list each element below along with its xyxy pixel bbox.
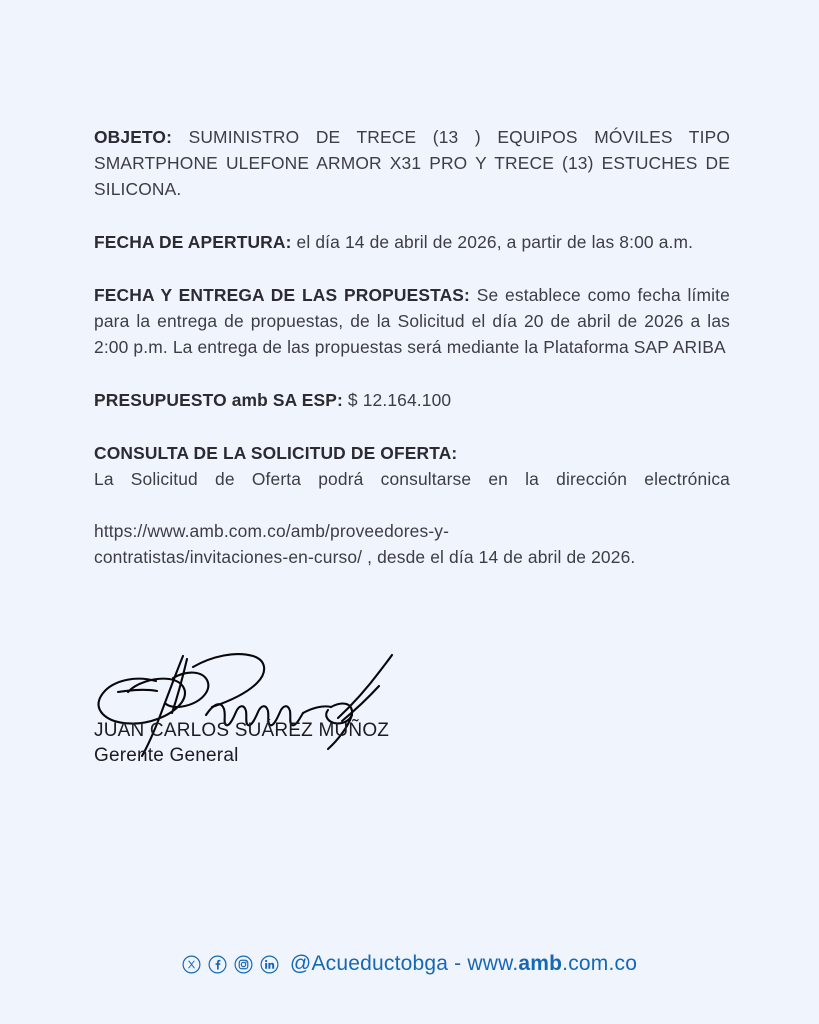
document-body — [94, 124, 730, 570]
linkedin-icon[interactable] — [260, 955, 279, 974]
paragraph-fecha-entrega — [94, 282, 730, 360]
footer-url-brand: amb — [518, 952, 563, 975]
instagram-icon[interactable] — [234, 955, 253, 974]
objeto-text: SUMINISTRO DE TRECE (13 ) EQUIPOS MÓVILES TIPO SMARTPHONE ULEFONE ARMOR X31 PRO Y TRECE (13) ESTUCHES DE SILICONA. — [94, 127, 730, 199]
fecha-entrega-label: FECHA Y ENTREGA DE LAS PROPUESTAS: — [94, 285, 470, 305]
paragraph-objeto — [94, 124, 730, 202]
paragraph-consulta — [94, 440, 730, 570]
presupuesto-label: PRESUPUESTO amb SA ESP: — [94, 390, 343, 410]
paragraph-presupuesto — [94, 387, 730, 413]
signer-title: Gerente General — [94, 745, 239, 766]
consulta-url-line-2[interactable]: contratistas/invitaciones-en-curso/ — [94, 547, 363, 567]
social-icon-group — [182, 955, 279, 974]
signature-block — [94, 645, 514, 768]
footer-website-url[interactable] — [467, 952, 637, 976]
consulta-label: CONSULTA DE LA SOLICITUD DE OFERTA: — [94, 443, 458, 463]
consulta-text-outro: , desde el día 14 de abril de 2026. — [362, 547, 636, 567]
x-twitter-icon[interactable] — [182, 955, 201, 974]
objeto-label: OBJETO: — [94, 127, 173, 147]
footer-social-handle: @Acueductobga — [289, 952, 449, 975]
presupuesto-amount: $ 12.164.100 — [342, 390, 452, 410]
consulta-url-line-1[interactable]: https://www.amb.com.co/amb/proveedores-y- — [94, 521, 450, 541]
page-footer — [0, 952, 819, 976]
fecha-entrega-text: Se establece como fecha límite para la entrega de propuestas, de la Solicitud el día 20 de abril de 2026 a las 2:00 p.m. La entrega de las propuestas será mediante la Plataforma SAP ARIBA — [94, 285, 730, 357]
fecha-apertura-label: FECHA DE APERTURA: — [94, 232, 292, 252]
facebook-icon[interactable] — [208, 955, 227, 974]
fecha-apertura-text: el día 14 de abril de 2026, a partir de las 8:00 a.m. — [291, 232, 694, 252]
footer-separator: - — [448, 952, 468, 975]
footer-url-prefix: www. — [467, 952, 519, 975]
consulta-text-intro: La Solicitud de Oferta podrá consultarse en la dirección electrónica — [94, 469, 730, 489]
footer-url-suffix: .com.co — [562, 952, 638, 975]
signer-name: JUAN CARLOS SUÁREZ MUÑOZ — [94, 720, 390, 741]
paragraph-fecha-apertura — [94, 229, 730, 255]
